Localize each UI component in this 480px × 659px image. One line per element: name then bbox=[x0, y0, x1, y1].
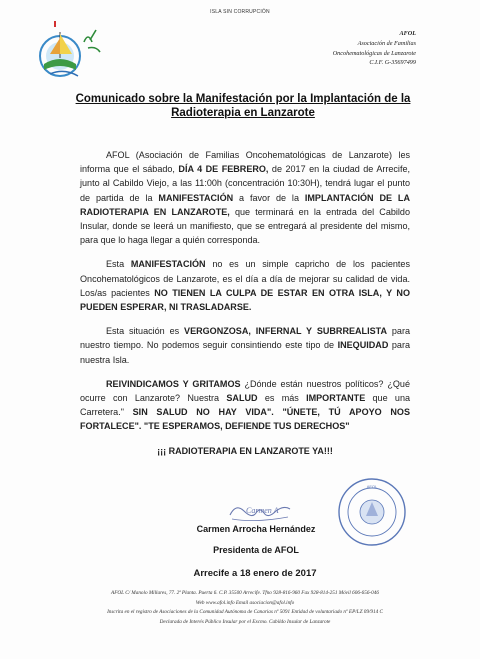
document-title: Comunicado sobre la Manifestación por la Implantación de la Radioterapia en Lanzarote bbox=[75, 93, 411, 119]
signatory-name: Carmen Arrocha Hernández bbox=[196, 524, 316, 534]
p3-bold-inequidad: INEQUIDAD bbox=[337, 340, 389, 351]
footer bbox=[70, 589, 420, 627]
p1-text-1: AFOL (Asociación de Familias Oncohematológicas de Lanzarote) les informa que el sábado, bbox=[80, 150, 410, 175]
svg-text:AFOL: AFOL bbox=[366, 484, 378, 489]
afol-logo bbox=[30, 18, 130, 84]
p3-text-1: Esta situación es bbox=[106, 326, 185, 337]
p3-text-3: para nuestra Isla. bbox=[80, 340, 410, 365]
org-abbr: AFOL bbox=[399, 30, 416, 37]
p2-text-1: Esta bbox=[106, 259, 131, 270]
organization-block bbox=[246, 29, 416, 68]
p4-bold-salud: SALUD bbox=[226, 393, 258, 404]
p4-bold-importante: IMPORTANTE bbox=[306, 393, 366, 404]
p1-bold-manifestacion: MANIFESTACIÓN bbox=[158, 192, 234, 203]
org-name-line2: Oncohematológicas de Lanzarote bbox=[332, 49, 416, 57]
p1-text-3: a favor de la bbox=[233, 192, 305, 203]
p1-text-4: que terminará en la entrada del Cabildo Insular, donde se leerá un manifiesto, que se entregará al presidente del mismo, para que lo haga llegar a quién corresponda. bbox=[80, 206, 410, 246]
p4-text-3: que una Carretera." bbox=[80, 393, 411, 418]
p4-text-2: es más bbox=[257, 393, 307, 404]
paragraph-2 bbox=[80, 257, 410, 314]
paragraph-4 bbox=[80, 377, 410, 434]
p4-text-1: ¿Dónde están nuestros políticos? ¿Qué ocurre con Lanzarote? Nuestra bbox=[80, 378, 410, 404]
footer-declaration: Declarada de Interés Público Insular por el Excmo. Cabildo Insular de Lanzarote bbox=[159, 618, 331, 625]
paragraph-1 bbox=[80, 148, 410, 247]
org-name-line1: Asociación de Familias bbox=[357, 39, 416, 47]
signatory-role: Presidenta de AFOL bbox=[213, 545, 299, 555]
p3-bold-vergonzosa: VERGONZOSA, INFERNAL Y SUBRREALISTA bbox=[184, 326, 388, 337]
footer-address: AFOL C/ Manolo Millares, 77. 2ª Planta. Puerta 6. C.P. 35500 Arrecife. Tfno 928-816-960 Fax 928-814-251 Móvil 606-656-046 bbox=[111, 590, 379, 596]
signature-text: Carmen A bbox=[246, 506, 279, 515]
p3-text-2: para nuestro tiempo. No podemos seguir consintiendo este tipo de bbox=[80, 326, 411, 351]
p4-bold-reivindicamos: REIVINDICAMOS Y GRITAMOS bbox=[106, 378, 241, 389]
handwritten-signature bbox=[226, 497, 296, 527]
top-note: ISLA SIN CORRUPCIÓN bbox=[210, 9, 270, 15]
p4-bold-slogans: SIN SALUD NO HAY VIDA". "ÚNETE, TÚ APOYO NOS FORTALECE". "TE ESPERAMOS, DEFIENDE TUS DERECHOS" bbox=[80, 407, 410, 432]
p1-bold-date: DÍA 4 DE FEBRERO, bbox=[178, 164, 269, 175]
p1-bold-implantacion: IMPLANTACIÓN DE LA RADIOTERAPIA EN LANZAROTE, bbox=[80, 192, 410, 217]
closing-slogan: ¡¡¡ RADIOTERAPIA EN LANZAROTE YA!!! bbox=[157, 445, 333, 456]
p1-text-2: de 2017 en la ciudad de Arrecife, junto al Cabildo Viejo, a las 11:00h (concentración 10:30H), tendrá lugar el punto de partida de la bbox=[80, 164, 410, 203]
paragraph-3 bbox=[80, 324, 410, 367]
document-date: Arrecife a 18 enero de 2017 bbox=[193, 568, 317, 579]
org-cif: C.I.F. G-35697499 bbox=[369, 59, 416, 67]
p2-bold-culpa: NO TIENEN LA CULPA DE ESTAR EN OTRA ISLA, Y NO PUEDEN ESPERAR, NI TRASLADARSE. bbox=[80, 287, 410, 313]
document-body bbox=[80, 148, 410, 458]
p2-bold-manifestacion: MANIFESTACIÓN bbox=[130, 259, 206, 270]
footer-web-email: Web www.afol.info Email asociacion@afol.info bbox=[195, 599, 295, 606]
afol-stamp bbox=[336, 476, 408, 548]
footer-registry: Inscrita en el registro de Asociaciones de la Comunidad Autónoma de Canarias nº 5091 Entidad de voluntariado nº EP/LZ 09/914 C bbox=[107, 609, 383, 616]
p2-text-2: no es un simple capricho de los pacientes Oncohematológicos de Lanzarote, es el día a día de mejorar su calidad de vida. Los/as pacientes bbox=[80, 259, 410, 298]
